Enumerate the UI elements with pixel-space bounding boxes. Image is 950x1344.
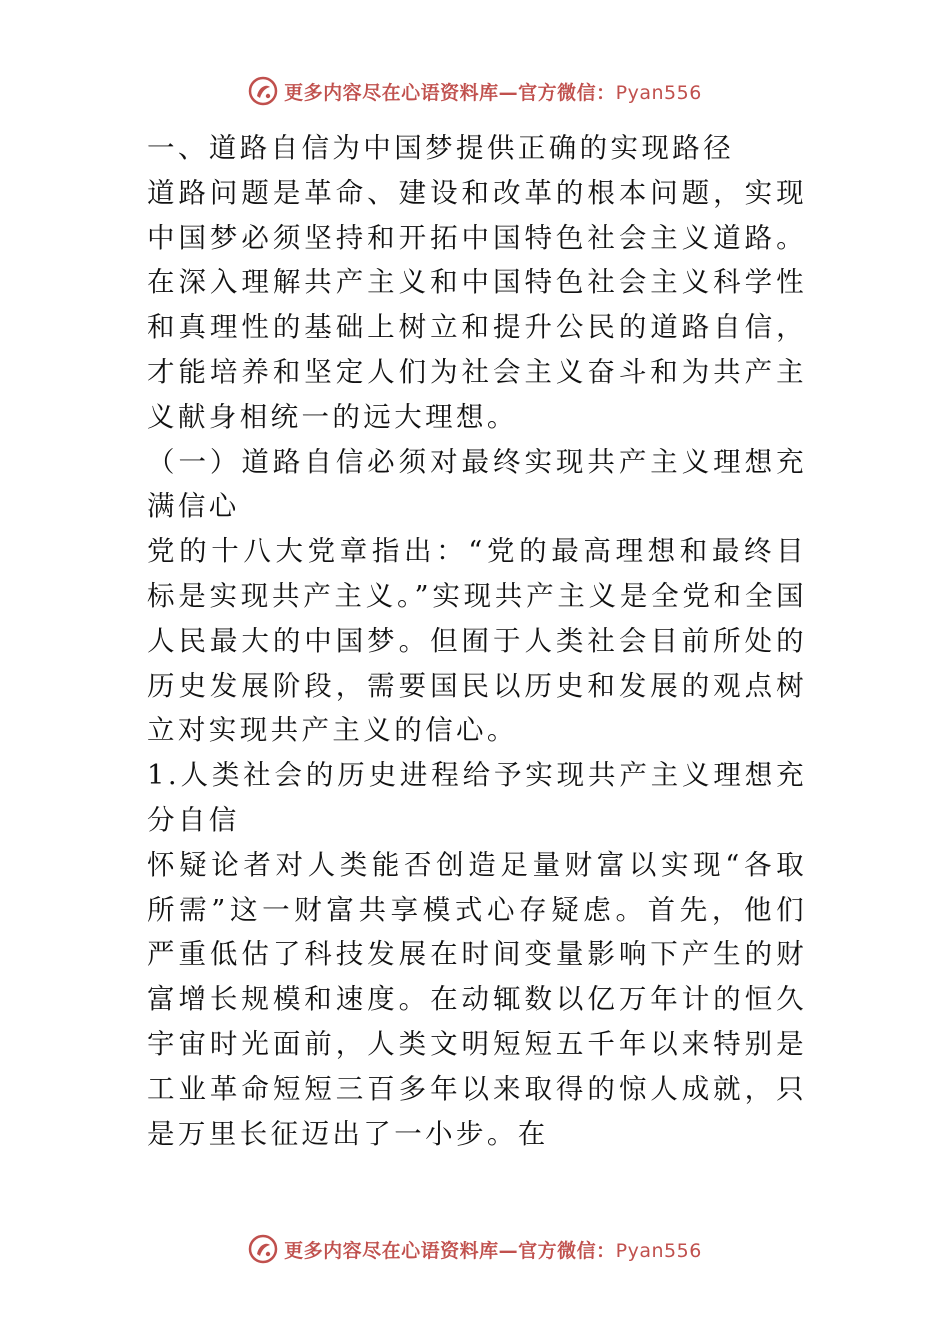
section-heading: 一、道路自信为中国梦提供正确的实现路径 — [147, 132, 735, 164]
numbered-heading: 1.人类社会的历史进程给予实现共产主义理想充分自信 — [147, 759, 807, 836]
footer-watermark — [0, 1234, 950, 1264]
footer-watermark-text — [284, 1236, 702, 1263]
header-watermark-text — [284, 78, 702, 105]
watermark-handle: Pyan556 — [615, 81, 702, 104]
watermark-label: 更多内容尽在心语资料库—官方微信： — [284, 1239, 616, 1262]
subsection-heading: （一）道路自信必须对最终实现共产主义理想充满信心 — [147, 445, 807, 523]
document-body — [147, 126, 807, 1156]
brand-logo-icon — [248, 1234, 278, 1264]
header-watermark — [0, 76, 950, 106]
brand-logo-icon — [248, 76, 278, 106]
body-paragraph: 怀疑论者对人类能否创造足量财富以实现“各取所需”这一财富共享模式心存疑虑。首先，他们严重低估了科技发展在时间变量影响下产生的财富增长规模和速度。在动辄数以亿万年计的恒久宇宙时光面前，人类文明短短五千年以来特别是工业革命短短三百多年以来取得的惊人成就，只是万里长征迈出了一小步。在 — [147, 848, 807, 1150]
body-paragraph: 党的十八大党章指出：“党的最高理想和最终目标是实现共产主义。”实现共产主义是全党和全国人民最大的中国梦。但囿于人类社会目前所处的历史发展阶段，需要国民以历史和发展的观点树立对实现共产主义的信心。 — [147, 535, 807, 747]
body-paragraph: 道路问题是革命、建设和改革的根本问题，实现中国梦必须坚持和开拓中国特色社会主义道路。在深入理解共产主义和中国特色社会主义科学性和真理性的基础上树立和提升公民的道路自信，才能培养和坚定人们为社会主义奋斗和为共产主义献身相统一的远大理想。 — [147, 176, 807, 433]
watermark-label: 更多内容尽在心语资料库—官方微信： — [284, 81, 616, 104]
watermark-handle: Pyan556 — [615, 1239, 702, 1262]
